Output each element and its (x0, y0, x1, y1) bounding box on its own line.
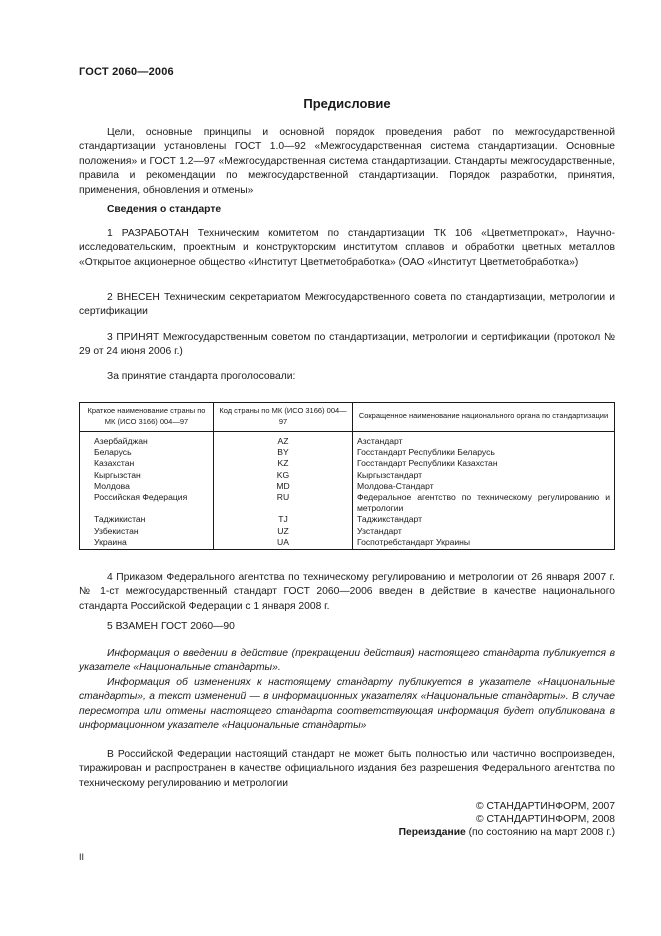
country-code: RU (214, 492, 353, 514)
country-name: Узбекистан (80, 526, 214, 537)
publication-info (79, 647, 615, 733)
voted-line (79, 370, 615, 384)
standards-body: Узстандарт (353, 526, 615, 537)
about-heading: Сведения о стандарте (107, 204, 222, 215)
table-row (80, 481, 615, 492)
header-organization: Сокращенное наименование национального органа по стандартизации (353, 403, 615, 432)
item-4-text: 4 Приказом Федерального агентства по техническому регулированию и метрологии от 26 января 2007 г. № 1-ст межгосударственный стандарт ГОСТ 2060—2006 введен в действие в качестве национального стандарта Российской Федерации с 1 января 2008 г. (79, 572, 615, 612)
voted-text: За принятие стандарта проголосовали: (107, 371, 296, 382)
country-code: TJ (214, 514, 353, 525)
item-2 (79, 291, 615, 320)
reissue-note: (по состоянию на март 2008 г.) (465, 826, 615, 838)
country-code: KG (214, 470, 353, 481)
copyright-2008: © СТАНДАРТИНФОРМ, 2008 (476, 813, 615, 825)
page-number: II (79, 852, 85, 862)
page-title: Предисловие (303, 96, 391, 111)
country-name: Молдова (80, 481, 214, 492)
standards-body: Азстандарт (353, 432, 615, 448)
standards-body: Госпотребстандарт Украины (353, 537, 615, 550)
copyright-block (399, 801, 615, 839)
item-5 (79, 620, 615, 634)
item-3-text: 3 ПРИНЯТ Межгосударственным советом по стандартизации, метрологии и сертификации (протокол № 29 от 24 июня 2006 г.) (79, 332, 615, 358)
country-code: AZ (214, 432, 353, 448)
country-name: Азербайджан (80, 432, 214, 448)
info-changes-text: Информация об изменениях к настоящему стандарту публикуется в указателе «Национальные стандарты», а текст изменений — в информационных указателях «Национальные стандарты». В случае пересмотра или отмены настоящего стандарта соответствующая информация будет опубликована в информационном указателе «Национальные стандарты» (79, 676, 615, 732)
document-header: ГОСТ 2060—2006 (79, 66, 174, 78)
reissue-label: Переиздание (398, 826, 466, 838)
standards-body: Госстандарт Республики Беларусь (353, 447, 615, 458)
copyright-2007: © СТАНДАРТИНФОРМ, 2007 (476, 801, 615, 812)
country-name: Таджикистан (80, 514, 214, 525)
country-name: Украина (80, 537, 214, 550)
header-country: Краткое наименование страны по МК (ИСО 3166) 004—97 (80, 403, 214, 432)
standards-body: Кыргызстандарт (353, 470, 615, 481)
country-name: Беларусь (80, 447, 214, 458)
item-3 (79, 331, 615, 360)
table-row (80, 447, 615, 458)
standards-body: Молдова-Стандарт (353, 481, 615, 492)
table-row (80, 537, 615, 550)
info-introduction-text: Информация о введении в действие (прекращении действия) настоящего стандарта публикуется в указателе «Национальные стандарты». (79, 648, 615, 674)
table-header-row (80, 403, 615, 432)
table-row (80, 458, 615, 469)
country-code: KZ (214, 458, 353, 469)
standards-body: Федеральное агентство по техническому регулированию и метрологии (353, 492, 615, 514)
standards-body: Таджикстандарт (353, 514, 615, 525)
table-row (80, 526, 615, 537)
country-code: UA (214, 537, 353, 550)
intro-text: Цели, основные принципы и основной порядок проведения работ по межгосударственной стандартизации установлены ГОСТ 1.0—92 «Межгосударственная система стандартизации. Основные положения» и ГОСТ 1.2—97 «Межгосударственная система стандартизации. Стандарты межгосударственные, правила и рекомендации по межгосударственной стандартизации. Порядок разработки, принятия, применения, обновления и отмены» (79, 127, 615, 196)
table-row (80, 492, 615, 514)
item-4 (79, 571, 615, 614)
item-5-text: 5 ВЗАМЕН ГОСТ 2060—90 (107, 621, 235, 632)
header-code: Код страны по МК (ИСО 3166) 004—97 (214, 403, 353, 432)
country-code: UZ (214, 526, 353, 537)
reissue-line (399, 827, 615, 840)
intro-paragraph (79, 126, 615, 198)
country-code: BY (214, 447, 353, 458)
country-name: Российская Федерация (80, 492, 214, 514)
country-code: MD (214, 481, 353, 492)
states-table (79, 402, 615, 550)
rf-notice (79, 748, 615, 791)
item-1 (79, 227, 615, 270)
item-2-text: 2 ВНЕСЕН Техническим секретариатом Межгосударственного совета по стандартизации, метрологии и сертификации (79, 292, 615, 318)
standards-body: Госстандарт Республики Казахстан (353, 458, 615, 469)
item-1-text: 1 РАЗРАБОТАН Техническим комитетом по стандартизации ТК 106 «Цветметпрокат», Научно-исследовательским, проектным и конструкторским институтом сплавов и обработки цветных металлов «Открытое акционерное общество «Институт Цветметобработка» (ОАО «Институт Цветметобработка») (79, 228, 615, 268)
country-name: Казахстан (80, 458, 214, 469)
rf-notice-text: В Российской Федерации настоящий стандарт не может быть полностью или частично воспроизведен, тиражирован и распространен в качестве официального издания без разрешения Федерального агентства по техническому регулированию и метрологии (79, 749, 615, 789)
country-name: Кыргызстан (80, 470, 214, 481)
table-row (80, 514, 615, 525)
table-row (80, 470, 615, 481)
table-row (80, 432, 615, 448)
